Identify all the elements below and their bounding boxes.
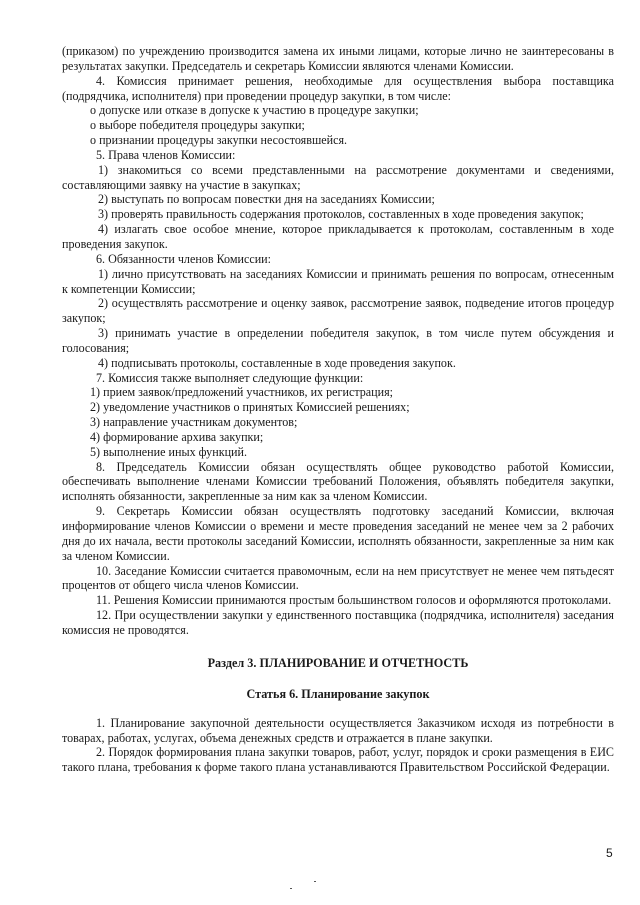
paragraph-p15: 4) подписывать протоколы, составленные в ходе проведения закупок. xyxy=(98,355,456,370)
paragraph-p13: 2) осуществлять рассмотрение и оценку заявок, рассмотрение заявок, подведение итогов процедур закупок; xyxy=(62,296,614,326)
section-heading: Раздел 3. ПЛАНИРОВАНИЕ И ОТЧЕТНОСТЬ xyxy=(207,655,469,670)
paragraph-p27: 1. Планирование закупочной деятельности осуществляется Заказчиком исходя из потребности в товарах, работах, услугах, объема денежных средств и отражается в плане закупки. xyxy=(62,715,614,745)
paragraph-p01: (приказом) по учреждению производится замена их иными лицами, которые лично не заинтересованы в результатах закупки. Председатель и секретарь Комиссии являются членами Комиссии. xyxy=(62,44,614,73)
paragraph-p02: 4. Комиссия принимает решения, необходимые для осуществления выбора поставщика (подрядчика, исполнителя) при проведении процедур закупки, в том числе: xyxy=(62,73,614,103)
paragraph-p25: 11. Решения Комиссии принимаются простым большинством голосов и оформляются протоколами. xyxy=(96,593,612,608)
paragraph-p11: 6. Обязанности членов Комиссии: xyxy=(96,251,272,266)
paragraph-p14: 3) принимать участие в определении победителя закупок, в том числе путем обсуждения и голосования; xyxy=(62,326,614,355)
article-heading: Статья 6. Планирование закупок xyxy=(246,686,430,701)
paragraph-p09: 3) проверять правильность содержания протоколов, составленных в ходе проведения закупок; xyxy=(98,207,584,222)
paragraph-p06: 5. Права членов Комиссии: xyxy=(96,147,236,162)
paragraph-p28: 2. Порядок формирования плана закупки товаров, работ, услуг, порядок и сроки размещения в ЕИС такого плана, требования к форме такого плана устанавливаются Правительством Российской Федерации. xyxy=(62,745,614,775)
paragraph-p22: 8. Председатель Комиссии обязан осуществлять общее руководство работой Комиссии, обеспечивать выполнение членами Комиссии требований Положения, объявлять победителя закупки, исполнять обязанности, закрепленные за ним как за членом Комиссии. xyxy=(62,459,614,504)
scan-speck xyxy=(290,888,292,889)
document-body xyxy=(62,44,614,775)
paragraph-p26: 12. При осуществлении закупки у единственного поставщика (подрядчика, исполнителя) заседания комиссия не проводятся. xyxy=(62,608,614,637)
paragraph-p07: 1) знакомиться со всеми представленными на рассмотрение документами и сведениями, составляющими заявку на участие в закупках; xyxy=(62,162,614,192)
paragraph-p03: о допуске или отказе в допуске к участию в процедуре закупки; xyxy=(90,103,419,118)
paragraph-p24: 10. Заседание Комиссии считается правомочным, если на нем присутствует не менее чем пятьдесят процентов от общего числа членов Комиссии. xyxy=(62,563,614,593)
page-number: 5 xyxy=(606,846,613,860)
paragraph-p10: 4) излагать свое особое мнение, которое прикладывается к протоколам, составленным в ходе проведения закупок. xyxy=(62,222,614,251)
paragraph-p23: 9. Секретарь Комиссии обязан осуществлять подготовку заседаний Комиссии, включая информирование членов Комиссии о времени и месте проведения заседаний не менее чем за 2 рабочих дня до их начала, вести протоколы заседаний Комиссии, исполнять обязанности, закрепленные за ним как за членом Комиссии. xyxy=(62,504,614,563)
paragraph-p18: 2) уведомление участников о принятых Комиссией решениях; xyxy=(90,400,410,415)
scan-speck xyxy=(314,881,316,882)
paragraphs-top xyxy=(62,44,614,638)
paragraph-p21: 5) выполнение иных функций. xyxy=(90,444,248,459)
paragraph-p12: 1) лично присутствовать на заседаниях Комиссии и принимать решения по вопросам, отнесенным к компетенции Комиссии; xyxy=(62,266,614,296)
paragraph-p20: 4) формирование архива закупки; xyxy=(90,429,264,444)
paragraph-p08: 2) выступать по вопросам повестки дня на заседаниях Комиссии; xyxy=(98,192,435,207)
paragraph-p17: 1) прием заявок/предложений участников, их регистрация; xyxy=(90,385,394,400)
paragraph-p16: 7. Комиссия также выполняет следующие функции: xyxy=(96,370,364,385)
paragraph-p19: 3) направление участникам документов; xyxy=(90,415,298,430)
paragraph-p04: о выборе победителя процедуры закупки; xyxy=(90,118,305,133)
paragraphs-bottom xyxy=(62,716,614,775)
paragraph-p05: о признании процедуры закупки несостоявшейся. xyxy=(90,133,348,148)
